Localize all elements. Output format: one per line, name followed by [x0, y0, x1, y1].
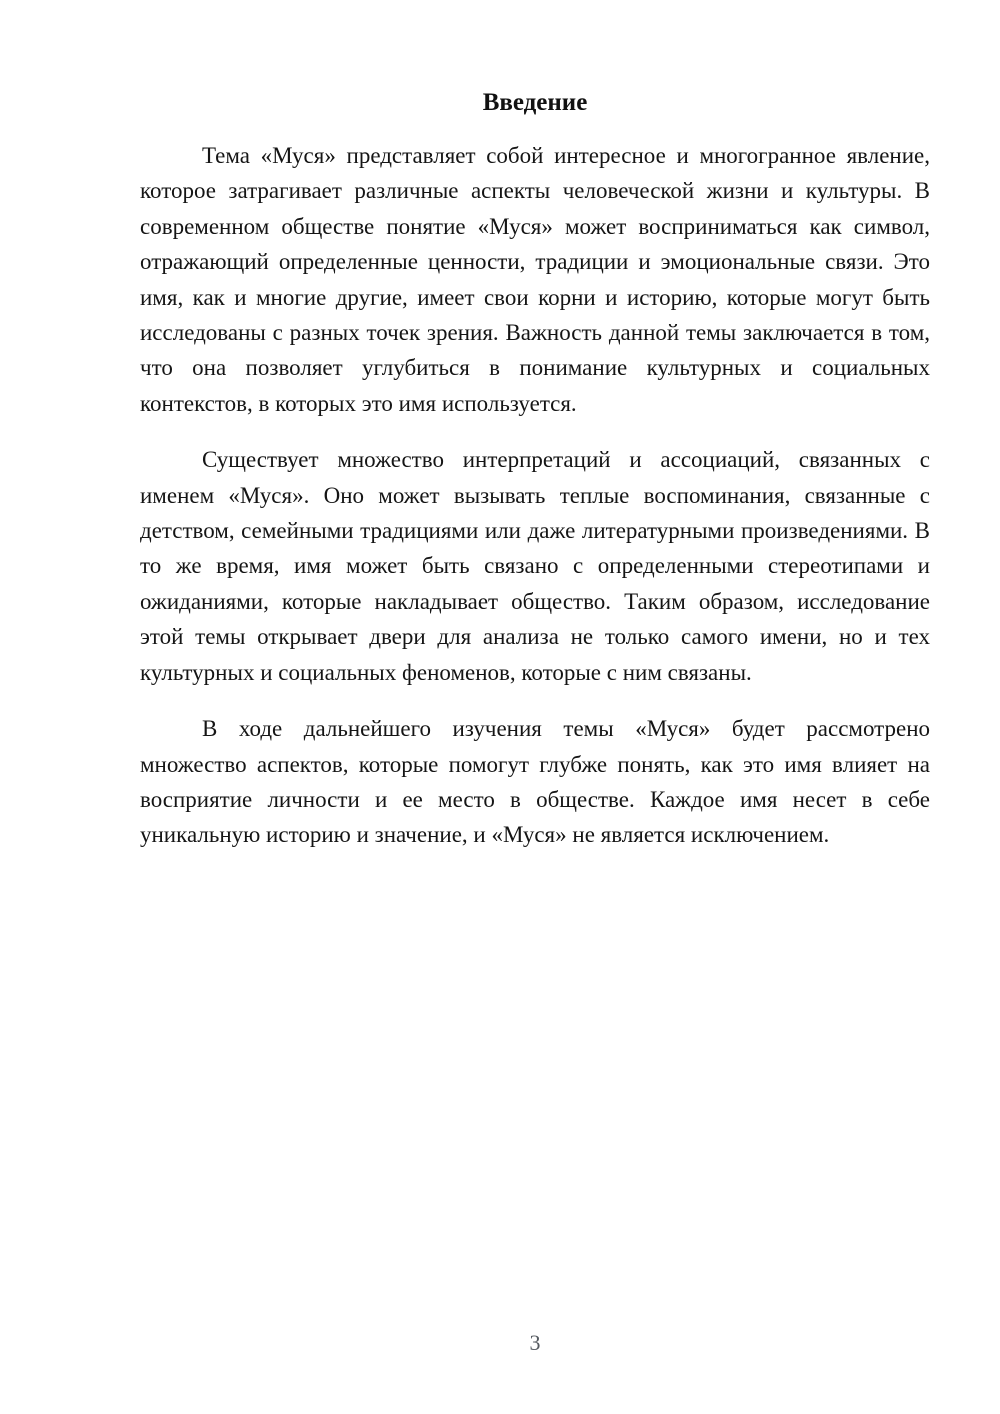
paragraph-1: Тема «Муся» представляет собой интересное и многогранное явление, которое затрагивает различные аспекты человеческой жизни и культуры. В современном обществе понятие «Муся» может восприниматься как символ, отражающий определенные ценности, традиции и эмоциональные связи. Это имя, как и многие другие, имеет свои корни и историю, которые могут быть исследованы с разных точек зрения. Важность данной темы заключается в том, что она позволяет углубиться в понимание культурных и социальных контекстов, в которых это имя используется. [140, 143, 930, 416]
document-heading: Введение [482, 89, 588, 116]
paragraph-2: Существует множество интерпретаций и ассоциаций, связанных с именем «Муся». Оно может вызывать теплые воспоминания, связанные с детством, семейными традициями или даже литературными произведениями. В то же время, имя может быть связано с определенными стереотипами и ожиданиями, которые накладывает общество. Таким образом, исследование этой темы открывает двери для анализа не только самого имени, но и тех культурных и социальных феноменов, которые с ним связаны. [140, 447, 930, 685]
page-number: 3 [529, 1330, 541, 1355]
paragraph-3: В ходе дальнейшего изучения темы «Муся» будет рассмотрено множество аспектов, которые помогут глубже понять, как это имя влияет на восприятие личности и ее место в обществе. Каждое имя несет в себе уникальную историю и значение, и «Муся» не является исключением. [140, 716, 930, 848]
page-footer [140, 1330, 930, 1356]
